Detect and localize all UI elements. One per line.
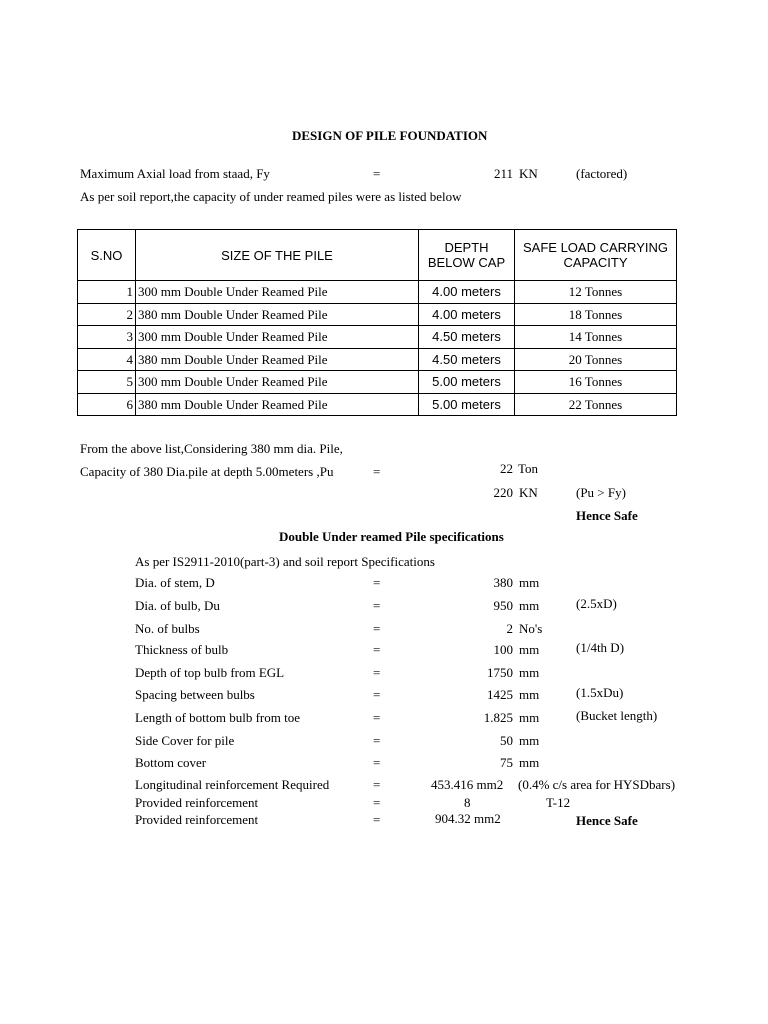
reinf-provided-bar: T-12	[546, 795, 571, 810]
spec-eq: =	[373, 755, 381, 770]
spec-value: 1750	[487, 665, 513, 680]
spec-eq: =	[373, 642, 381, 657]
row-depth: 5.00 meters	[419, 371, 515, 394]
reinf-required-eq: =	[373, 777, 381, 792]
spec-unit: mm	[519, 710, 540, 725]
header-sno: S.NO	[78, 230, 136, 281]
spec-unit: mm	[519, 642, 540, 657]
reinf-provided-area-label: Provided reinforcement	[135, 812, 259, 827]
capacity-value-kn: 220	[493, 485, 513, 500]
capacity-label: Capacity of 380 Dia.pile at depth 5.00meters ,Pu	[80, 464, 334, 479]
row-size: 380 mm Double Under Reamed Pile	[136, 393, 419, 416]
table-row	[78, 393, 677, 416]
spec-note: (Bucket length)	[576, 708, 658, 723]
reinf-provided-area-value: 904.32 mm2	[435, 811, 501, 826]
capacity-unit-kn: KN	[519, 485, 538, 500]
spec-note: (1.5xDu)	[576, 685, 624, 700]
spec-label: Depth of top bulb from EGL	[135, 665, 285, 680]
reinf-provided-count: 8	[464, 795, 471, 810]
spec-label: Bottom cover	[135, 755, 207, 770]
reinf-result: Hence Safe	[576, 813, 638, 828]
pile-capacity-table	[77, 229, 677, 416]
row-safe: 18 Tonnes	[515, 303, 677, 326]
spec-value: 950	[493, 598, 513, 613]
row-safe: 14 Tonnes	[515, 326, 677, 349]
table-row	[78, 303, 677, 326]
spec-title: Double Under reamed Pile specifications	[279, 529, 504, 544]
spec-unit: mm	[519, 733, 540, 748]
spec-value: 2	[506, 621, 513, 636]
reinf-provided-area-eq: =	[373, 812, 381, 827]
row-depth: 4.50 meters	[419, 348, 515, 371]
row-sno: 5	[78, 371, 136, 394]
capacity-note: (Pu > Fy)	[576, 485, 626, 500]
row-size: 380 mm Double Under Reamed Pile	[136, 303, 419, 326]
spec-label: Thickness of bulb	[135, 642, 229, 657]
reinf-required-label: Longitudinal reinforcement Required	[135, 777, 330, 792]
row-depth: 5.00 meters	[419, 393, 515, 416]
row-size: 300 mm Double Under Reamed Pile	[136, 281, 419, 304]
spec-eq: =	[373, 710, 381, 725]
reinf-required-note: (0.4% c/s area for HYSDbars)	[518, 777, 676, 792]
spec-eq: =	[373, 575, 381, 590]
spec-note: (2.5xD)	[576, 596, 617, 611]
row-size: 380 mm Double Under Reamed Pile	[136, 348, 419, 371]
spec-eq: =	[373, 621, 381, 636]
header-safe: SAFE LOAD CARRYING CAPACITY	[515, 230, 677, 281]
spec-unit: mm	[519, 575, 540, 590]
reinf-required-value: 453.416 mm2	[431, 777, 504, 792]
row-sno: 4	[78, 348, 136, 371]
row-size: 300 mm Double Under Reamed Pile	[136, 326, 419, 349]
axial-load-label: Maximum Axial load from staad, Fy	[80, 166, 270, 181]
table-row	[78, 281, 677, 304]
row-depth: 4.50 meters	[419, 326, 515, 349]
row-sno: 3	[78, 326, 136, 349]
spec-eq: =	[373, 665, 381, 680]
row-safe: 12 Tonnes	[515, 281, 677, 304]
spec-value: 50	[500, 733, 513, 748]
axial-load-eq: =	[373, 166, 381, 181]
row-depth: 4.00 meters	[419, 281, 515, 304]
spec-unit: mm	[519, 665, 540, 680]
axial-load-value: 211	[493, 166, 513, 181]
page-title: DESIGN OF PILE FOUNDATION	[292, 128, 488, 143]
spec-intro: As per IS2911-2010(part-3) and soil report Specifications	[135, 554, 435, 569]
row-safe: 16 Tonnes	[515, 371, 677, 394]
capacity-result: Hence Safe	[576, 508, 638, 523]
spec-unit: mm	[519, 755, 540, 770]
capacity-unit-ton: Ton	[518, 461, 539, 476]
header-depth: DEPTH BELOW CAP	[419, 230, 515, 281]
spec-eq: =	[373, 687, 381, 702]
reinf-provided-eq: =	[373, 795, 381, 810]
spec-value: 75	[500, 755, 513, 770]
row-safe: 20 Tonnes	[515, 348, 677, 371]
header-size: SIZE OF THE PILE	[136, 230, 419, 281]
spec-unit: mm	[519, 687, 540, 702]
table-row	[78, 371, 677, 394]
row-sno: 2	[78, 303, 136, 326]
spec-label: No. of bulbs	[135, 621, 200, 636]
spec-note: (1/4th D)	[576, 640, 625, 655]
spec-unit: mm	[519, 598, 540, 613]
reinf-provided-label: Provided reinforcement	[135, 795, 259, 810]
spec-label: Dia. of stem, D	[135, 575, 215, 590]
spec-value: 100	[493, 642, 513, 657]
capacity-value-ton: 22	[500, 461, 513, 476]
table-row	[78, 348, 677, 371]
axial-load-note: (factored)	[576, 166, 628, 181]
spec-value: 1.825	[483, 710, 513, 725]
spec-label: Dia. of bulb, Du	[135, 598, 220, 613]
spec-eq: =	[373, 598, 381, 613]
row-size: 300 mm Double Under Reamed Pile	[136, 371, 419, 394]
row-depth: 4.00 meters	[419, 303, 515, 326]
spec-label: Side Cover for pile	[135, 733, 235, 748]
spec-value: 1425	[487, 687, 513, 702]
spec-label: Spacing between bulbs	[135, 687, 255, 702]
table-row	[78, 326, 677, 349]
consider-text: From the above list,Considering 380 mm dia. Pile,	[80, 441, 343, 456]
row-safe: 22 Tonnes	[515, 393, 677, 416]
spec-value: 380	[493, 575, 513, 590]
spec-eq: =	[373, 733, 381, 748]
row-sno: 1	[78, 281, 136, 304]
row-sno: 6	[78, 393, 136, 416]
axial-load-unit: KN	[519, 166, 538, 181]
spec-label: Length of bottom bulb from toe	[135, 710, 301, 725]
capacity-eq: =	[373, 464, 381, 479]
soil-note: As per soil report,the capacity of under reamed piles were as listed below	[80, 189, 462, 204]
spec-unit: No's	[519, 621, 543, 636]
